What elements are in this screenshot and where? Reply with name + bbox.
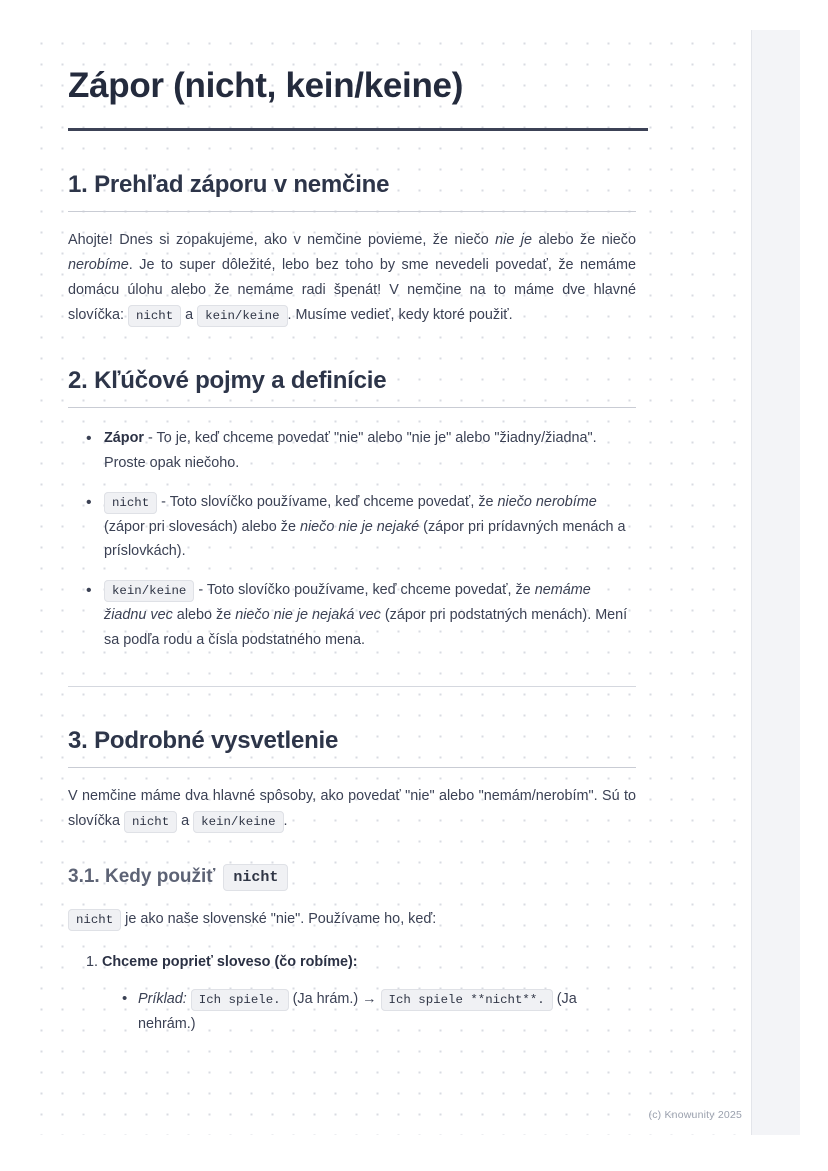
example-list <box>102 987 636 1039</box>
title-divider <box>68 128 648 131</box>
page-margin-bottom <box>0 1135 828 1171</box>
emphasis-text: niečo nie je nejaká vec <box>235 606 381 623</box>
section-1-paragraph <box>68 228 636 327</box>
document-content <box>68 48 636 1046</box>
inline-code-nicht: nicht <box>128 305 181 327</box>
section-3-paragraph <box>68 784 636 834</box>
usage-list <box>68 950 636 1039</box>
text-fragment: (Ja hrám.) → <box>288 990 381 1007</box>
list-item <box>90 426 636 476</box>
subsection-lead-paragraph <box>68 907 636 932</box>
list-item <box>124 987 636 1039</box>
section-divider-1 <box>68 211 636 212</box>
text-fragment: . <box>283 813 288 830</box>
copyright-footer: (c) Knowunity 2025 <box>648 1109 742 1121</box>
text-fragment: Ahojte! Dnes si zopakujeme, ako v nemčine povieme, že niečo <box>68 232 496 249</box>
page-margin-top <box>0 0 828 30</box>
right-side-panel <box>751 30 800 1135</box>
inline-code-kein-keine: kein/keine <box>104 580 194 602</box>
inline-code-kein-keine: kein/keine <box>197 305 287 327</box>
text-fragment: je ako naše slovenské "nie". Používame ho, keď: <box>121 910 437 927</box>
subsection-heading-3-1 <box>68 864 636 891</box>
text-fragment: (zápor pri podstatných menách). Mení sa podľa rodu a čísla podstatného mena. <box>104 606 628 648</box>
emphasis-text: niečo nie je nejaké <box>299 518 420 535</box>
emphasis-text: nemáme žiadnu vec <box>104 582 591 623</box>
list-item <box>90 490 636 564</box>
section-heading-2: 2. Kľúčové pojmy a definície <box>68 367 387 395</box>
text-fragment: - Toto slovíčko používame, keď chceme povedať, že <box>157 493 498 510</box>
text-fragment: a <box>177 813 194 830</box>
text-fragment: - Toto slovíčko používame, keď chceme povedať, že <box>194 582 535 599</box>
inline-code-example-2: Ich spiele **nicht**. <box>381 989 553 1011</box>
text-fragment: alebo že niečo <box>531 232 636 249</box>
emphasis-text: niečo nerobíme <box>497 493 597 510</box>
subsection-label: 3.1. Kedy použiť <box>68 866 216 888</box>
text-fragment: (zápor pri prídavných menách a príslovkách). <box>104 518 626 560</box>
section-divider-2 <box>68 407 636 408</box>
section-heading-1: 1. Prehľad záporu v nemčine <box>68 171 390 199</box>
term-label: Zápor <box>104 430 144 447</box>
example-label: Príklad: <box>138 990 187 1007</box>
definition-list <box>68 426 636 652</box>
text-fragment: a <box>181 306 198 323</box>
inline-code-nicht: nicht <box>223 864 288 891</box>
page-margin-right <box>800 0 828 1171</box>
inline-code-nicht: nicht <box>68 909 121 931</box>
inline-code-nicht: nicht <box>104 492 157 514</box>
section-divider-3 <box>68 767 636 768</box>
page-margin-left <box>0 0 30 1171</box>
text-fragment: V nemčine máme dva hlavné spôsoby, ako povedať "nie" alebo "nemám/nerobím". Sú to slovíčka <box>68 788 636 830</box>
usage-label: Chceme poprieť sloveso (čo robíme): <box>102 953 358 970</box>
inline-code-kein-keine: kein/keine <box>193 811 283 833</box>
text-fragment: alebo že <box>172 606 236 623</box>
inline-code-nicht: nicht <box>124 811 177 833</box>
text-fragment: . Musíme vedieť, kedy ktoré použiť. <box>287 306 513 323</box>
list-item <box>90 578 636 652</box>
text-fragment: (zápor pri slovesách) alebo že <box>104 518 300 535</box>
emphasis-text: nie je <box>495 232 532 249</box>
section-heading-3: 3. Podrobné vysvetlenie <box>68 727 339 755</box>
list-item <box>102 950 636 1039</box>
emphasis-text: nerobíme <box>68 257 129 274</box>
page-title: Zápor (nicht, kein/keine) <box>68 66 464 105</box>
text-fragment: . Je to super dôležité, lebo bez toho by sme nevedeli povedať, že nemáme domácu úlohu alebo že nemáme radi špenát! V nemčine na to máme dve hlavné slovíčka: <box>68 257 636 323</box>
content-divider <box>68 686 636 687</box>
text-fragment: (Ja nehrám.) <box>138 990 577 1033</box>
inline-code-example-1: Ich spiele. <box>191 989 289 1011</box>
text-fragment: - To je, keď chceme povedať "nie" alebo "nie je" alebo "žiadny/žiadna". Proste opak niečoho. <box>104 430 597 472</box>
